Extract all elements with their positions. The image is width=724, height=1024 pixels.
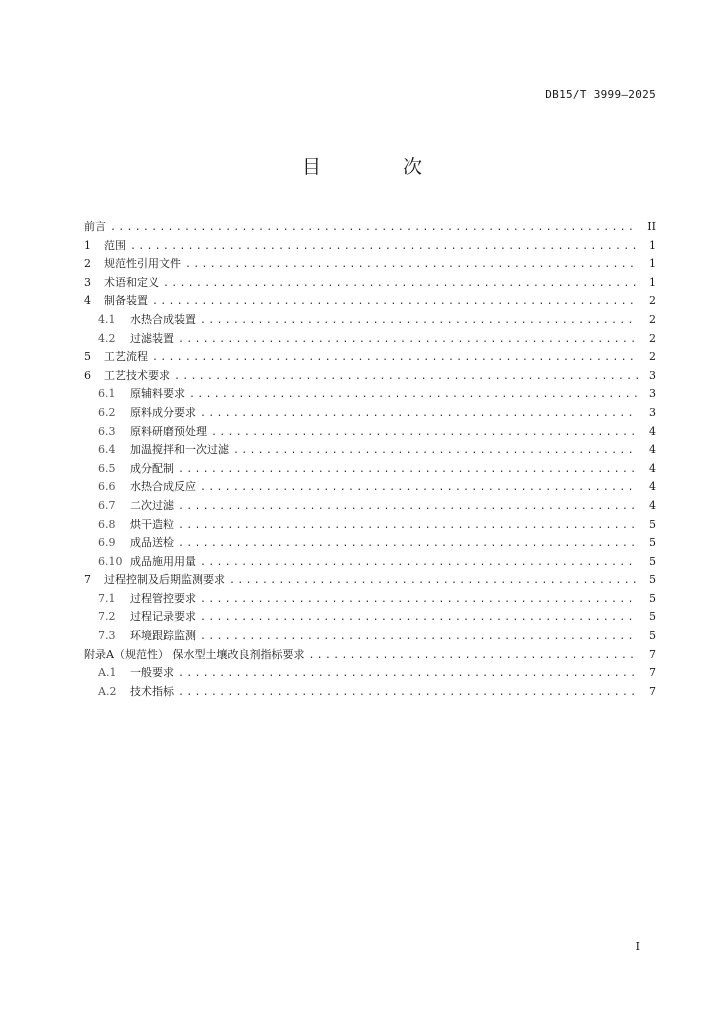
dot-leader (200, 405, 638, 424)
dot-leader (211, 424, 638, 443)
toc-entry-page: 5 (649, 573, 656, 587)
toc-entry-number: 7 (84, 573, 91, 587)
dot-leader (233, 442, 638, 461)
toc-entry-number: 7.3 (98, 629, 116, 643)
toc-entry-page: 1 (649, 257, 656, 271)
page-title: 目 次 (301, 156, 461, 178)
dot-leader (189, 386, 638, 405)
dot-leader (152, 349, 638, 368)
toc-entry-number: 6.2 (98, 405, 116, 419)
toc-entry-number: 2 (84, 257, 91, 271)
toc-entry-page: 2 (649, 294, 656, 308)
toc-entry-title: 过程记录要求 (130, 610, 196, 624)
toc-entry-page: 1 (649, 238, 656, 252)
toc-entry-page: 5 (649, 629, 656, 643)
toc-entry-number: 6.7 (98, 498, 116, 512)
toc-entry-page: 5 (649, 554, 656, 568)
toc-entry[interactable] (84, 367, 656, 386)
toc-entry-title: 一般要求 (130, 666, 174, 680)
toc-entry-page: 4 (649, 424, 656, 438)
toc-entry-title: 工艺技术要求 (104, 368, 170, 382)
toc-entry-page: 4 (649, 461, 656, 475)
dot-leader (110, 219, 638, 238)
toc-entry-page: 3 (649, 405, 656, 419)
toc-entry-title: 成品施用用量 (130, 554, 196, 568)
toc-entry-title: 环境跟踪监测 (130, 629, 196, 643)
toc-entry-number: 3 (84, 275, 91, 289)
toc-entry-number: 7.2 (98, 610, 116, 624)
dot-leader (178, 665, 638, 684)
toc-entry[interactable] (84, 404, 656, 423)
toc-entry-page: 5 (649, 610, 656, 624)
toc-entry[interactable] (84, 516, 656, 535)
toc-entry[interactable] (84, 478, 656, 497)
toc-entry[interactable] (84, 627, 656, 646)
dot-leader (163, 275, 638, 294)
toc-entry-number: 6.1 (98, 387, 116, 401)
toc-entry-number: 6.3 (98, 424, 116, 438)
toc-entry-title: 技术指标 (130, 684, 174, 698)
toc-entry-title: 成品送检 (130, 536, 174, 550)
toc-entry-number: 1 (84, 238, 91, 252)
toc-entry-number: 5 (84, 350, 91, 364)
toc-entry-title: 成分配制 (130, 461, 174, 475)
dot-leader (178, 461, 638, 480)
toc-entry-number: 4.2 (98, 331, 116, 345)
dot-leader (200, 591, 638, 610)
toc-entry[interactable] (84, 441, 656, 460)
dot-leader (200, 628, 638, 647)
toc-entry-page: II (647, 220, 656, 233)
toc-entry[interactable] (84, 646, 656, 665)
toc-entry-number: 6.8 (98, 517, 116, 531)
dot-leader (178, 517, 638, 536)
toc-entry-page: 7 (649, 647, 656, 661)
toc-entry-number: 6.6 (98, 480, 116, 494)
toc-entry-title: 二次过滤 (130, 498, 174, 512)
toc-entry-page: 5 (649, 536, 656, 550)
toc-entry-number: 6.4 (98, 443, 116, 457)
page-number: I (635, 940, 640, 953)
toc-entry[interactable] (84, 423, 656, 442)
toc-entry[interactable] (84, 330, 656, 349)
dot-leader (178, 684, 638, 703)
toc-entry[interactable] (84, 274, 656, 293)
toc-entry-title: 范围 (104, 238, 126, 252)
toc-entry-title: 过程控制及后期监测要求 (104, 573, 225, 587)
toc-entry-page: 2 (649, 350, 656, 364)
toc-entry-title: 水热合成装置 (130, 312, 196, 326)
dot-leader (308, 647, 638, 666)
toc-entry-page: 7 (649, 666, 656, 680)
toc-entry-page: 4 (649, 480, 656, 494)
dot-leader (178, 498, 638, 517)
toc-entry-page: 5 (649, 517, 656, 531)
toc-entry-number: 6 (84, 368, 91, 382)
toc-entry-page: 2 (649, 331, 656, 345)
toc-entry-title: 烘干造粒 (130, 517, 174, 531)
toc-entry-title: 过滤装置 (130, 331, 174, 345)
table-of-contents (84, 218, 656, 701)
toc-entry-number: A.1 (98, 666, 117, 680)
toc-entry[interactable] (84, 590, 656, 609)
dot-leader (200, 479, 638, 498)
toc-entry-page: 3 (649, 387, 656, 401)
toc-entry-title: 前言 (84, 220, 106, 233)
toc-entry[interactable] (84, 385, 656, 404)
toc-entry-page: 2 (649, 312, 656, 326)
toc-entry-title: 原料成分要求 (130, 405, 196, 419)
toc-entry[interactable] (84, 292, 656, 311)
toc-entry-page: 3 (649, 368, 656, 382)
toc-entry-page: 4 (649, 443, 656, 457)
toc-entry[interactable] (84, 497, 656, 516)
toc-entry[interactable] (84, 255, 656, 274)
toc-entry[interactable] (84, 608, 656, 627)
toc-entry[interactable] (84, 553, 656, 572)
dot-leader (200, 554, 638, 573)
dot-leader (174, 368, 638, 387)
toc-entry-number: 4.1 (98, 312, 116, 326)
toc-entry-title: 制备装置 (104, 294, 148, 308)
toc-entry-number: A.2 (98, 684, 117, 698)
toc-entry-number: 6.5 (98, 461, 116, 475)
toc-entry-title: 术语和定义 (104, 275, 159, 289)
dot-leader (152, 293, 638, 312)
toc-entry[interactable] (84, 534, 656, 553)
toc-entry-page: 1 (649, 275, 656, 289)
dot-leader (200, 312, 638, 331)
dot-leader (130, 238, 638, 257)
toc-entry[interactable] (84, 311, 656, 330)
toc-entry[interactable] (84, 237, 656, 256)
dot-leader (185, 256, 638, 275)
toc-entry[interactable] (84, 348, 656, 367)
toc-entry-number: 4 (84, 294, 91, 308)
toc-entry-page: 5 (649, 591, 656, 605)
toc-entry-title: 规范性引用文件 (104, 257, 181, 271)
toc-entry-number: 7.1 (98, 591, 116, 605)
toc-entry[interactable] (84, 460, 656, 479)
toc-entry[interactable] (84, 664, 656, 683)
toc-entry-number: 6.9 (98, 536, 116, 550)
toc-entry-title: 原料研磨预处理 (130, 424, 207, 438)
toc-entry[interactable] (84, 571, 656, 590)
toc-entry[interactable] (84, 683, 656, 702)
toc-entry-title: 过程管控要求 (130, 591, 196, 605)
toc-entry-title: 附录A（规范性） 保水型土壤改良剂指标要求 (84, 647, 305, 661)
toc-entry-page: 4 (649, 498, 656, 512)
toc-entry[interactable] (84, 218, 656, 237)
toc-entry-title: 原辅料要求 (130, 387, 185, 401)
toc-entry-number: 6.10 (98, 554, 123, 568)
toc-entry-title: 加温搅拌和一次过滤 (130, 443, 229, 457)
toc-entry-title: 工艺流程 (104, 350, 148, 364)
dot-leader (178, 535, 638, 554)
toc-entry-title: 水热合成反应 (130, 480, 196, 494)
toc-entry-page: 7 (649, 684, 656, 698)
dot-leader (200, 609, 638, 628)
dot-leader (229, 572, 638, 591)
document-code: DB15/T 3999—2025 (545, 88, 656, 101)
dot-leader (178, 331, 638, 350)
